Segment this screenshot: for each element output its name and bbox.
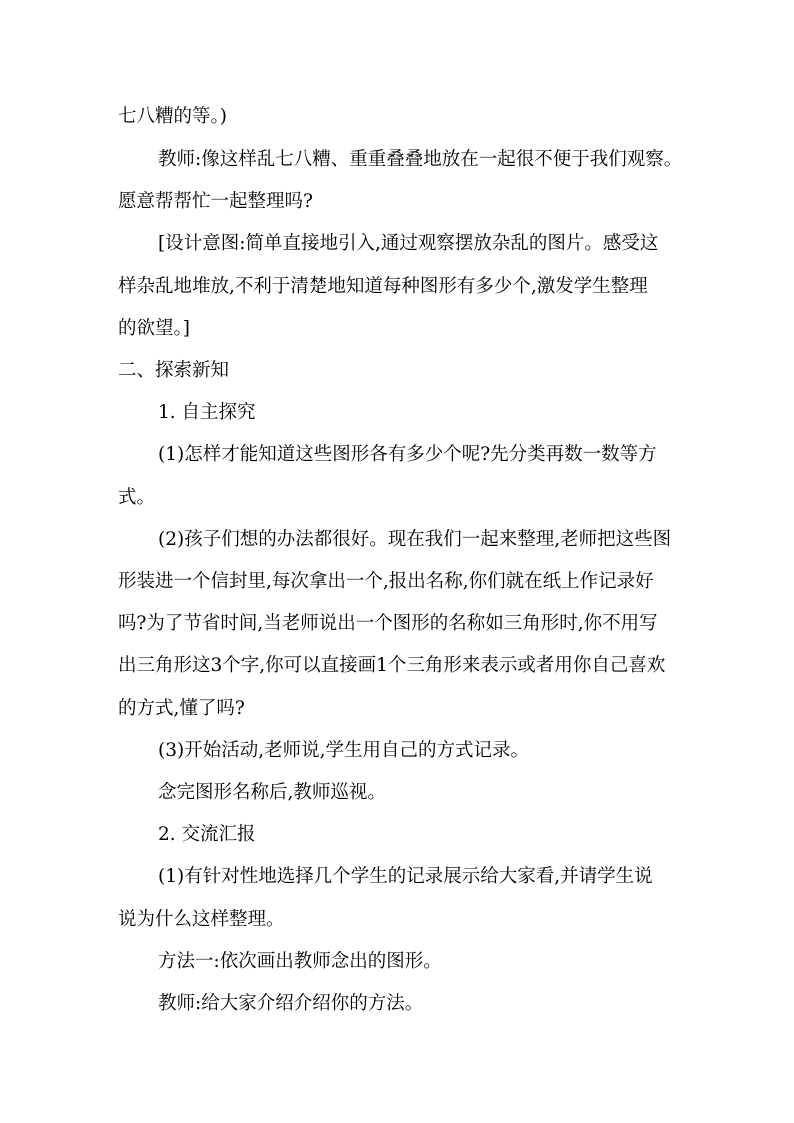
text-line: 形装进一个信封里,每次拿出一个,报出名称,你们就在纸上作记录好 — [118, 571, 654, 592]
text-line: [设计意图:简单直接地引入,通过观察摆放杂乱的图片。感受这 — [158, 233, 659, 254]
text-line: 式。 — [118, 487, 156, 508]
text-line: 吗?为了节省时间,当老师说出一个图形的名称如三角形时,你不用写 — [118, 613, 658, 634]
text-line: 七八糟的等。) — [118, 106, 227, 127]
text-line: 方法一:依次画出教师念出的图形。 — [158, 951, 442, 972]
text-line: (1)有针对性地选择几个学生的记录展示给大家看,并请学生说 — [158, 866, 653, 887]
text-line: 的方式,懂了吗? — [118, 698, 245, 719]
subsection-heading: 2. 交流汇报 — [158, 824, 256, 845]
text-line: 愿意帮帮忙一起整理吗? — [118, 191, 313, 212]
text-line: 样杂乱地堆放,不利于清楚地知道每种图形有多少个,激发学生整理 — [118, 276, 648, 297]
text-line: 念完图形名称后,教师巡视。 — [158, 782, 386, 803]
text-line: (1)怎样才能知道这些图形各有多少个呢?先分类再数一数等方 — [158, 444, 657, 465]
text-line: (3)开始活动,老师说,学生用自己的方式记录。 — [158, 740, 529, 761]
text-line: 教师:给大家介绍介绍你的方法。 — [158, 993, 424, 1014]
text-line: 教师:像这样乱七八糟、重重叠叠地放在一起很不便于我们观察。 — [158, 149, 683, 170]
text-line: 的欲望。] — [118, 318, 190, 339]
section-heading: 二、探索新知 — [118, 360, 230, 381]
text-line: (2)孩子们想的办法都很好。现在我们一起来整理,老师把这些图 — [158, 529, 672, 550]
subsection-heading: 1. 自主探究 — [158, 402, 256, 423]
text-line: 出三角形这3个字,你可以直接画1个三角形来表示或者用你自己喜欢 — [118, 655, 666, 676]
text-line: 说为什么这样整理。 — [118, 909, 285, 930]
